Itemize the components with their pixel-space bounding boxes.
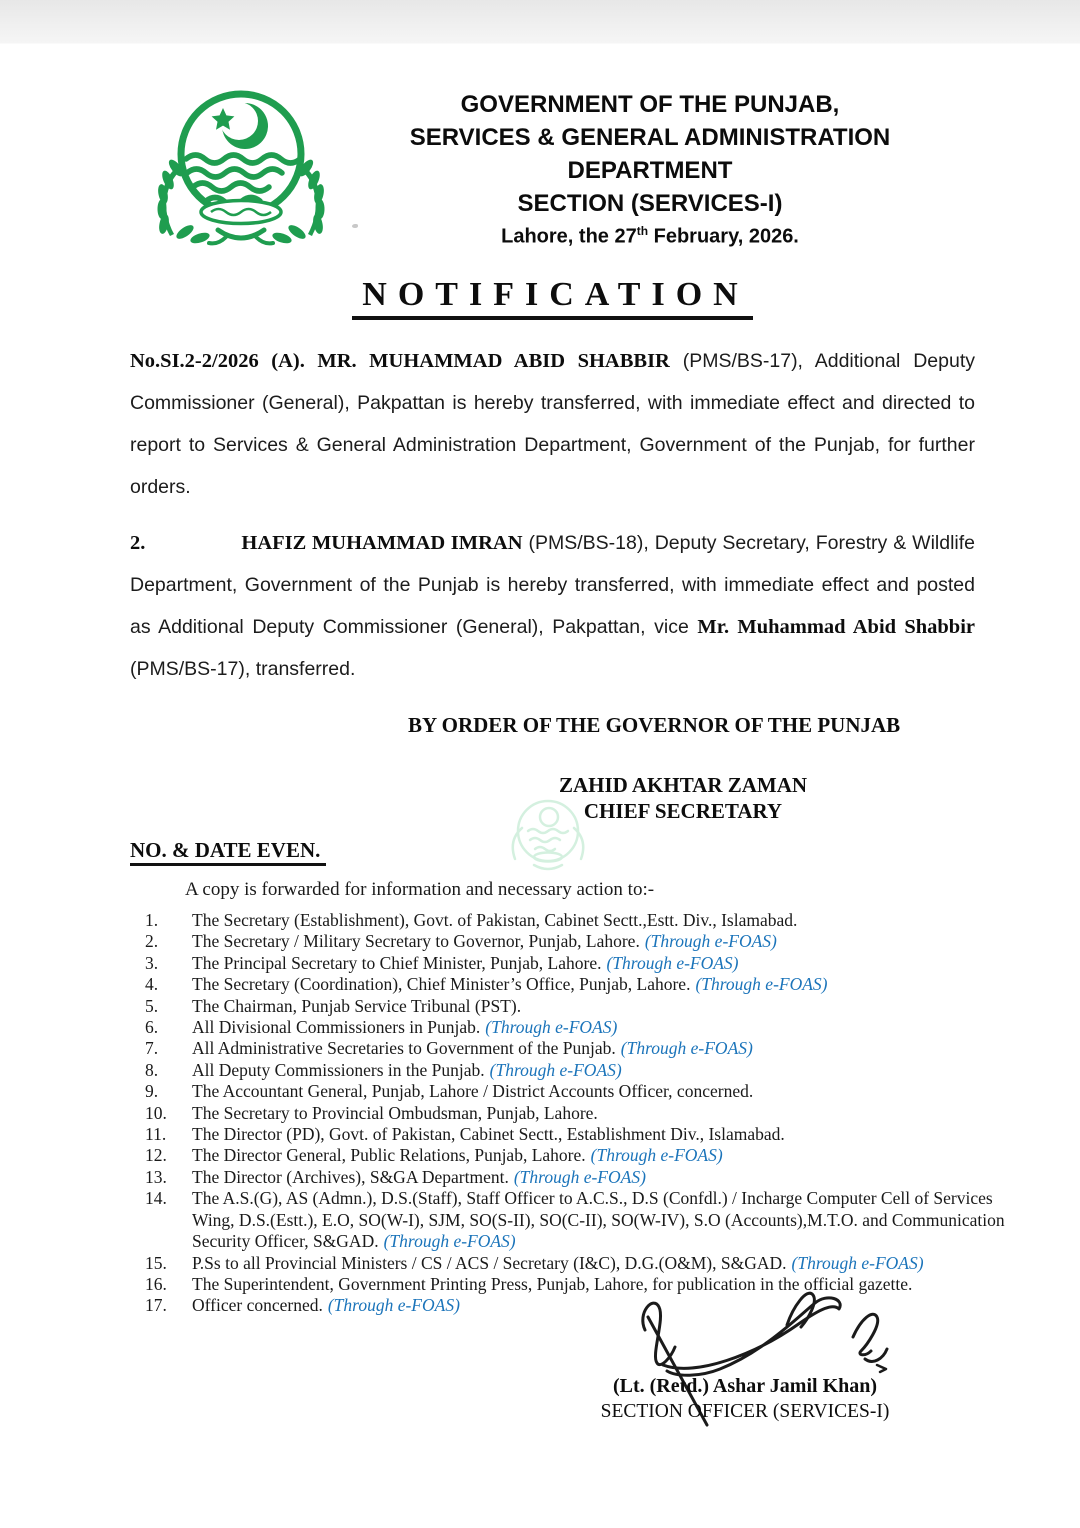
- efoas-note: (Through e-FOAS): [644, 931, 777, 952]
- item-number: 15.: [145, 1252, 167, 1273]
- date-text: Lahore, the 27: [501, 225, 637, 248]
- distribution-item: [145, 1038, 1015, 1059]
- distribution-item: [145, 1274, 1015, 1295]
- reference-number: No.SI.2-2/2026 (A).: [130, 350, 318, 372]
- paragraph-text: (PMS/BS-17), Additional Deputy Commissioner (General), Pakpattan is hereby transferred, with immediate effect and directed to report to Services & General Administration Department, Government of the Punjab, for further orders.: [130, 350, 975, 498]
- item-text: [192, 1188, 1015, 1252]
- no-and-date-heading: NO. & DATE EVEN.: [130, 838, 326, 866]
- item-text: [192, 1295, 1015, 1316]
- officer-name-bold: HAFIZ MUHAMMAD IMRAN: [241, 532, 523, 554]
- paragraph-2: [130, 522, 975, 690]
- efoas-note: (Through e-FOAS): [327, 1295, 460, 1316]
- document-header: [0, 44, 1080, 276]
- item-text: [192, 931, 1015, 952]
- item-text: [192, 1167, 1015, 1188]
- paragraph-number: 2.: [130, 532, 146, 554]
- item-recipient: The A.S.(G), AS (Admn.), D.S.(Staff), Staff Officer to A.C.S., D.S (Confdl.) / Incharge Computer Cell of Services Wing, D.S.(Estt.), E.O, SO(W-I), SJM, SO(S-II), SO(C-II), SO(W-IV), S.O (Accounts),M.T.O. and Communication Security Officer, S&GAD.: [192, 1188, 1005, 1252]
- item-number: 4.: [145, 974, 159, 995]
- item-recipient: The Superintendent, Government Printing Press, Punjab, Lahore, for publication in the official gazette.: [192, 1273, 913, 1294]
- item-recipient: The Director (Archives), S&GA Department.: [192, 1166, 509, 1187]
- watermark-emblem-icon: [502, 795, 594, 875]
- item-text: [192, 974, 1015, 995]
- item-recipient: The Secretary to Provincial Ombudsman, Punjab, Lahore.: [192, 1102, 598, 1123]
- distribution-item: [145, 931, 1015, 952]
- item-number: 1.: [145, 910, 159, 930]
- efoas-note: (Through e-FOAS): [485, 1017, 618, 1038]
- item-recipient: The Director (PD), Govt. of Pakistan, Cabinet Sectt., Establishment Div., Islamabad.: [192, 1124, 785, 1145]
- scan-top-band: [0, 0, 1080, 44]
- item-number: 17.: [145, 1295, 167, 1316]
- item-text: [192, 1145, 1015, 1166]
- item-recipient: The Secretary (Coordination), Chief Minister’s Office, Punjab, Lahore.: [192, 974, 691, 995]
- efoas-note: (Through e-FOAS): [791, 1252, 924, 1273]
- signing-officer-name: (Lt. (Retd.) Ashar Jamil Khan): [612, 1375, 878, 1397]
- item-number: 16.: [145, 1273, 167, 1294]
- distribution-item: [145, 1188, 1015, 1252]
- item-number: 7.: [145, 1038, 159, 1059]
- vice-officer-name-bold: Mr. Muhammad Abid Shabbir: [697, 616, 976, 638]
- item-number: 13.: [145, 1166, 167, 1187]
- item-recipient: Officer concerned.: [192, 1295, 323, 1316]
- item-number: 9.: [145, 1081, 159, 1102]
- efoas-note: (Through e-FOAS): [590, 1145, 723, 1166]
- efoas-note: (Through e-FOAS): [606, 952, 739, 973]
- org-line: GOVERNMENT OF THE PUNJAB,: [460, 91, 840, 118]
- item-number: 5.: [145, 995, 159, 1016]
- item-text: [192, 1274, 1015, 1295]
- distribution-item: [145, 1295, 1015, 1316]
- org-line: SERVICES & GENERAL ADMINISTRATION: [409, 124, 891, 151]
- distribution-item: [145, 953, 1015, 974]
- item-recipient: The Chairman, Punjab Service Tribunal (PST).: [192, 995, 522, 1016]
- efoas-note: (Through e-FOAS): [383, 1231, 516, 1252]
- distribution-item: [145, 1145, 1015, 1166]
- signatory-name: ZAHID AKHTAR ZAMAN: [558, 773, 808, 797]
- item-number: 8.: [145, 1059, 159, 1080]
- item-recipient: The Secretary / Military Secretary to Governor, Punjab, Lahore.: [192, 931, 640, 952]
- item-number: 6.: [145, 1017, 159, 1038]
- org-line: DEPARTMENT: [567, 157, 733, 184]
- item-number: 11.: [145, 1124, 167, 1145]
- item-number: 14.: [145, 1188, 167, 1209]
- punjab-government-emblem-icon: [130, 84, 352, 250]
- date-text: February, 2026.: [648, 225, 799, 248]
- item-recipient: The Secretary (Establishment), Govt. of Pakistan, Cabinet Sectt.,Estt. Div., Islamabad.: [192, 910, 798, 930]
- item-text: [192, 1253, 1015, 1274]
- item-text: [192, 1081, 1015, 1102]
- item-text: [192, 1103, 1015, 1124]
- item-recipient: P.Ss to all Provincial Ministers / CS / ACS / Secretary (I&C), D.G.(O&M), S&GAD.: [192, 1252, 787, 1273]
- item-recipient: All Divisional Commissioners in Punjab.: [192, 1017, 481, 1038]
- distribution-item: [145, 910, 1015, 931]
- distribution-item: [145, 1253, 1015, 1274]
- item-text: [192, 1060, 1015, 1081]
- issue-date: [370, 224, 930, 249]
- paragraph-1: [130, 340, 975, 508]
- item-number: 2.: [145, 931, 159, 952]
- forwarding-line: A copy is forwarded for information and necessary action to:-: [185, 879, 655, 900]
- distribution-list: [145, 910, 1015, 1317]
- item-text: [192, 1124, 1015, 1145]
- org-line: SECTION (SERVICES-I): [517, 190, 783, 217]
- efoas-note: (Through e-FOAS): [695, 974, 828, 995]
- item-text: [192, 953, 1015, 974]
- signing-officer-block: [560, 1374, 930, 1424]
- by-order-line: BY ORDER OF THE GOVERNOR OF THE PUNJAB: [408, 713, 901, 737]
- item-recipient: All Deputy Commissioners in the Punjab.: [192, 1059, 485, 1080]
- item-text: [192, 910, 1015, 931]
- officer-name-bold: MR. MUHAMMAD ABID SHABBIR: [317, 350, 670, 372]
- item-recipient: The Accountant General, Punjab, Lahore / District Accounts Officer, concerned.: [192, 1081, 754, 1102]
- distribution-item: [145, 1167, 1015, 1188]
- scan-artifact: [352, 224, 358, 228]
- efoas-note: (Through e-FOAS): [513, 1166, 646, 1187]
- signing-officer-title: SECTION OFFICER (SERVICES-I): [600, 1401, 890, 1422]
- item-number: 12.: [145, 1145, 167, 1166]
- item-text: [192, 1038, 1015, 1059]
- signatory-title: CHIEF SECRETARY: [583, 799, 783, 823]
- item-text: [192, 1017, 1015, 1038]
- department-heading: [370, 88, 930, 220]
- item-recipient: The Director General, Public Relations, Punjab, Lahore.: [192, 1145, 586, 1166]
- item-text: [192, 996, 1015, 1017]
- item-number: 3.: [145, 952, 159, 973]
- date-ordinal: th: [636, 224, 649, 238]
- distribution-item: [145, 1081, 1015, 1102]
- efoas-note: (Through e-FOAS): [489, 1059, 622, 1080]
- item-recipient: The Principal Secretary to Chief Minister, Punjab, Lahore.: [192, 952, 602, 973]
- paragraph-text: (PMS/BS-18), Deputy Secretary, Forestry & Wildlife Department, Government of the Punjab is hereby transferred, with immediate effect and posted as Additional Deputy Commissioner (General), Pakpattan, vice: [130, 532, 976, 638]
- item-recipient: All Administrative Secretaries to Government of the Punjab.: [192, 1038, 616, 1059]
- distribution-item: [145, 1124, 1015, 1145]
- efoas-note: (Through e-FOAS): [620, 1038, 753, 1059]
- distribution-item: [145, 1060, 1015, 1081]
- distribution-item: [145, 1103, 1015, 1124]
- distribution-item: [145, 996, 1015, 1017]
- document-title: NOTIFICATION: [352, 276, 752, 320]
- distribution-item: [145, 1017, 1015, 1038]
- paragraph-text: (PMS/BS-17), transferred.: [130, 658, 356, 680]
- item-number: 10.: [145, 1102, 167, 1123]
- distribution-item: [145, 974, 1015, 995]
